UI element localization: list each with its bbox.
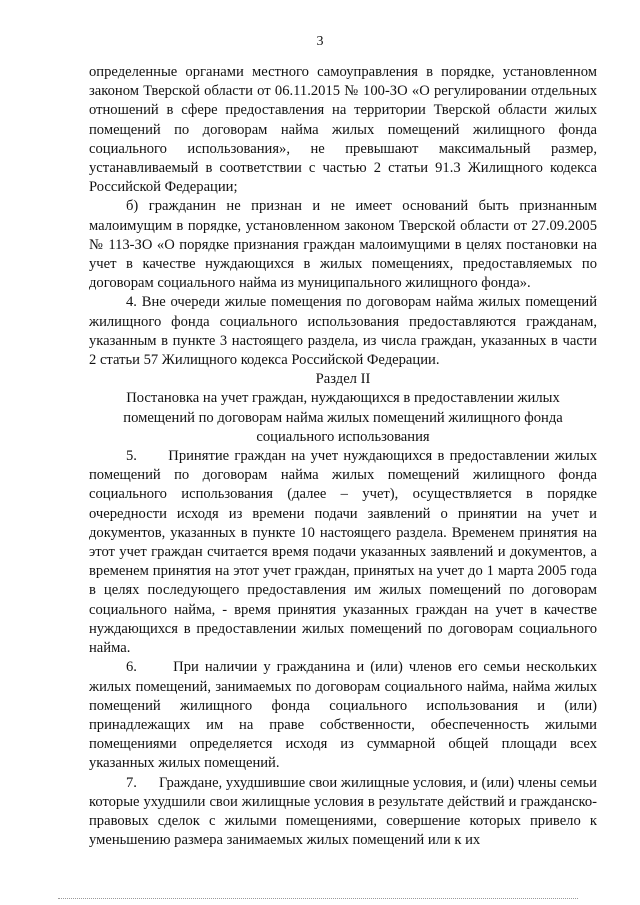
page-number: 3 — [316, 34, 324, 49]
paragraph-item-7: 7. Граждане, ухудшившие свои жилищные условия, и (или) члены семьи которые ухудшили свои жилищные условия в результате действий и гражданско-правовых сделок с жилыми помещениями, совершение которых привело к уменьшению размера занимаемых жилых помещений или к их — [89, 774, 601, 849]
scan-bottom-edge — [58, 898, 578, 899]
paragraph-item-5: 5. Принятие граждан на учет нуждающихся в предоставлении жилых помещений по договорам найма жилых помещений жилищного фонда социального использования (далее – учет), осуществляется в порядке очередности исходя из времени подачи заявлений о принятии на учет и документов, указанных в пункте 10 настоящего раздела. Временем принятия на этот учет граждан считается время подачи указанных заявлений и документов, а временем принятия на этот учет граждан, принятых на учет до 1 марта 2005 года в целях последующего предоставления им жилых помещений по договорам социального найма, - время принятия указанных граждан на учет в качестве нуждающихся в предоставлении жилых помещений по договорам социального найма. — [89, 448, 601, 657]
paragraph-item-4: 4. Вне очереди жилые помещения по договорам найма жилых помещений жилищного фонда социального использования предоставляются гражданам, указанным в пункте 3 настоящего раздела, из числа граждан, указанных в части 2 статьи 57 Жилищного кодекса Российской Федерации. — [89, 294, 597, 369]
paragraph-subitem-b: б) гражданин не признан и не имеет оснований быть признанным малоимущим в порядке, установленном законом Тверской области от 27.09.2005 № 113-ЗО «О порядке признания граждан малоимущими в целях постановки на учет в качестве нуждающихся в жилых помещениях, предоставляемых по договорам социального найма из муниципального жилищного фонда». — [89, 198, 597, 292]
section-title: Постановка на учет граждан, нуждающихся в предоставлении жилых помещений по договорам найма жилых помещений жилищного фонда социального использования — [123, 390, 563, 445]
document-body — [89, 63, 601, 850]
section-number: Раздел II — [315, 371, 371, 388]
paragraph-item-6: 6. При наличии у гражданина и (или) членов его семьи нескольких жилых помещений, занимаемых по договорам социального найма, найма жилых помещений жилищного фонда социального использования и (или) принадлежащих им на праве собственности, обеспеченность жилыми помещениями определяется исходя из суммарной общей площади всех указанных жилых помещений. — [89, 659, 601, 772]
paragraph-intro-continuation: определенные органами местного самоуправления в порядке, установленном законом Тверской области от 06.11.2015 № 100-ЗО «О регулировании отдельных отношений в сфере предоставления на территории Тверской области жилых помещений по договорам найма жилых помещений жилищного фонда социального использования», не превышают максимальный размер, устанавливаемый в соответствии с частью 2 статьи 91.3 Жилищного кодекса Российской Федерации; — [89, 64, 597, 196]
